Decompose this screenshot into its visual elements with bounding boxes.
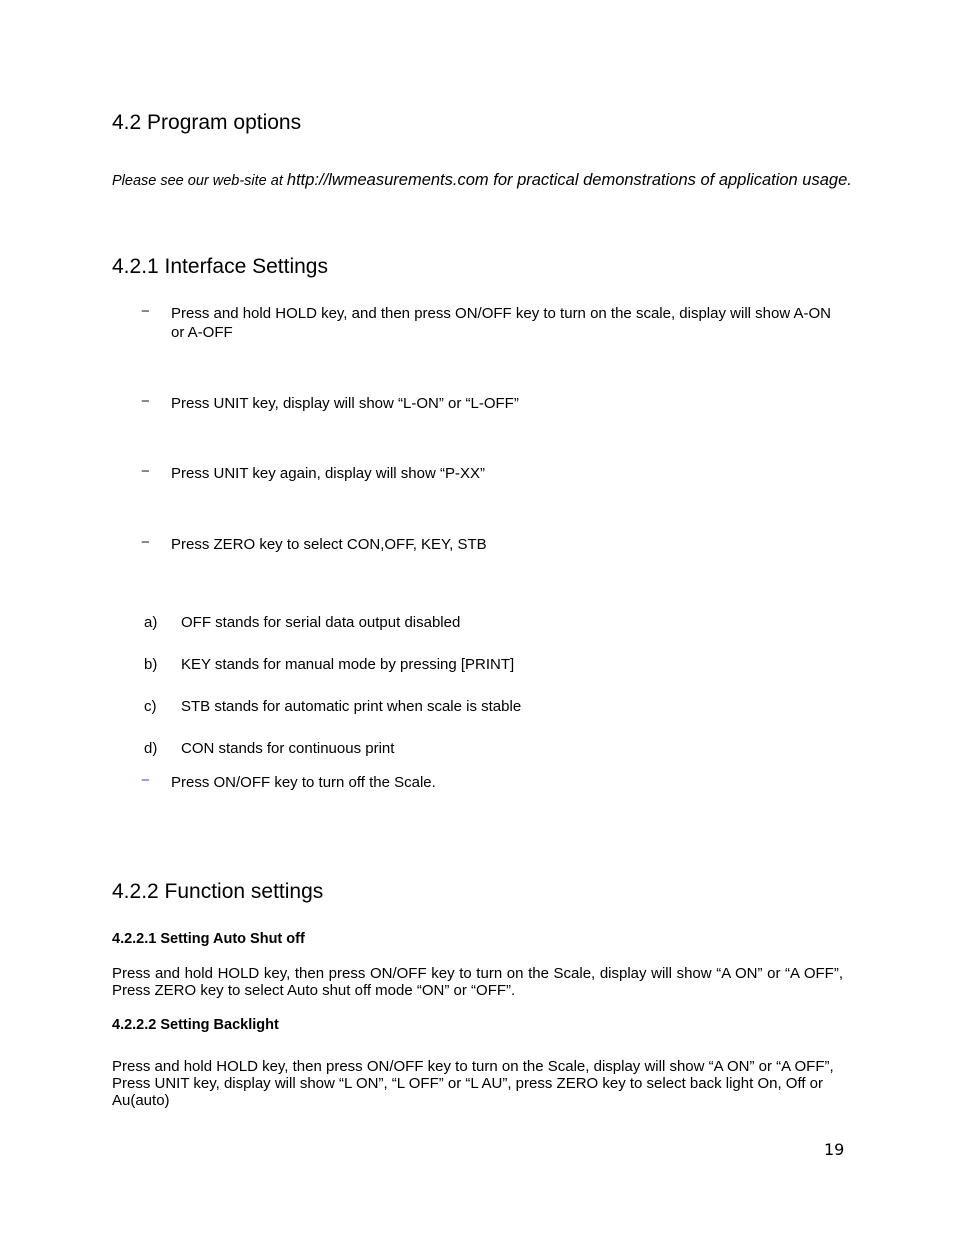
intro-paragraph	[112, 169, 852, 192]
list-dash: −	[141, 393, 150, 410]
list-dash: −	[141, 772, 150, 789]
intro-text-start: Please see our web-site at	[112, 173, 287, 189]
auto-shut-off-paragraph: Press and hold HOLD key, then press ON/OFF key to turn on the Scale, display will show “A ON” or “A OFF”, Press ZERO key to select Auto shut off mode “ON” or “OFF”.	[112, 965, 843, 999]
option-a-letter: a)	[144, 614, 158, 631]
step-4-text: Press ZERO key to select CON,OFF, KEY, STB	[171, 536, 487, 553]
option-b-text: KEY stands for manual mode by pressing [PRINT]	[181, 656, 515, 673]
backlight-paragraph: Press and hold HOLD key, then press ON/OFF key to turn on the Scale, display will show “A ON” or “A OFF”, Press UNIT key, display will show “L ON”, “L OFF” or “L AU”, press ZERO key to select back light On, Off or Au(auto)	[112, 1058, 834, 1109]
intro-text-rest: http://lwmeasurements.com for practical demonstrations of application usage.	[286, 171, 852, 189]
section-heading-function-settings: 4.2.2 Function settings	[112, 880, 324, 903]
subheading-auto-shut-off: 4.2.2.1 Setting Auto Shut off	[112, 931, 305, 947]
option-c-text: STB stands for automatic print when scale is stable	[181, 698, 522, 715]
option-d-letter: d)	[144, 740, 158, 757]
option-b-letter: b)	[144, 656, 158, 673]
section-heading-program-options: 4.2 Program options	[112, 111, 302, 134]
page-number: 19	[824, 1140, 845, 1159]
step-2-text: Press UNIT key, display will show “L-ON” or “L-OFF”	[171, 395, 519, 412]
option-a-text: OFF stands for serial data output disabled	[181, 614, 461, 631]
list-dash: −	[141, 534, 150, 551]
list-dash: −	[141, 463, 150, 480]
option-c-letter: c)	[144, 698, 157, 715]
section-heading-interface-settings: 4.2.1 Interface Settings	[112, 255, 328, 278]
option-d-text: CON stands for continuous print	[181, 740, 395, 757]
step-1-text: Press and hold HOLD key, and then press ON/OFF key to turn on the scale, display will show A-ON or A-OFF	[171, 305, 832, 341]
subheading-backlight: 4.2.2.2 Setting Backlight	[112, 1017, 279, 1033]
step-3-text: Press UNIT key again, display will show “P-XX”	[171, 465, 485, 482]
final-step-text: Press ON/OFF key to turn off the Scale.	[171, 774, 436, 791]
list-dash: −	[141, 303, 150, 320]
